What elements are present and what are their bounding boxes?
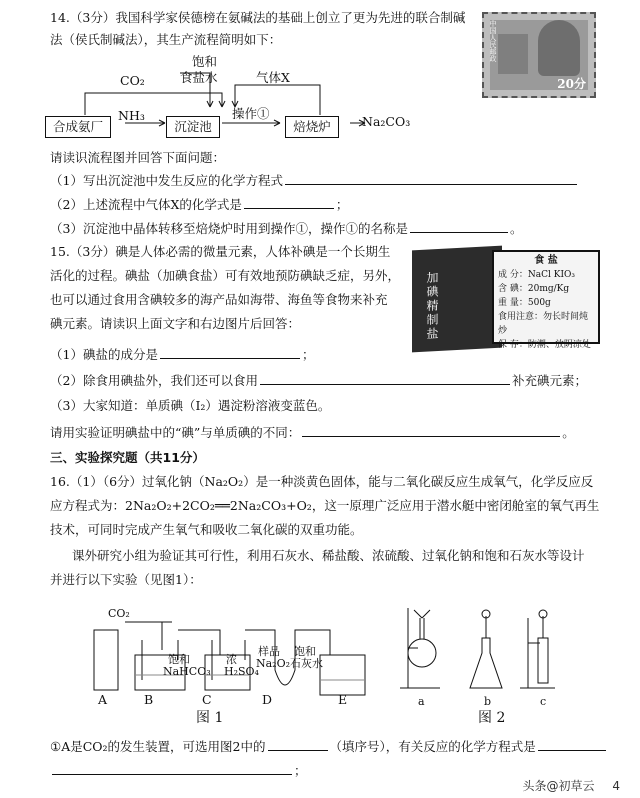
q16-line5: 并进行以下实验（见图1）： xyxy=(50,572,202,587)
salt-label-row2: 含 碘：20mg/Kg xyxy=(498,284,570,294)
flow-furnace: 焙烧炉 xyxy=(285,116,339,138)
fig1-h2so4-1: 浓 xyxy=(226,653,237,666)
flow-gas-x: 气体X xyxy=(256,70,290,85)
fig2-label-a: a xyxy=(418,695,425,708)
q14-sub3 xyxy=(50,220,522,237)
q15-sub2 xyxy=(50,372,587,389)
q16-line3: 技术，可同时完成产生氧气和吸收二氧化碳的双重功能。 xyxy=(50,522,363,537)
stamp-value: 20分 xyxy=(557,77,586,91)
salt-label xyxy=(492,250,600,350)
q14-answer1-blank[interactable] xyxy=(285,172,577,185)
salt-bag-text: 加碘精制盐 xyxy=(425,270,439,342)
q15-sub3b xyxy=(50,424,575,441)
fig1-nahco3-1: 饱和 xyxy=(168,653,190,666)
q14-sub1-text: （1）写出沉淀池中发生反应的化学方程式 xyxy=(50,173,283,188)
q15-sub3: （3）大家知道：单质碘（I₂）遇淀粉溶液变蓝色。 xyxy=(50,398,331,413)
fig1-lime-1: 饱和 xyxy=(294,645,316,658)
q14-sub3-text: （3）沉淀池中晶体转移至焙烧炉时用到操作①，操作①的名称是 xyxy=(50,221,408,236)
q14-prompt: 请读识流程图并回答下面问题： xyxy=(50,150,226,165)
q15-sub1-end: ； xyxy=(301,347,315,362)
q15-sub1-text: （1）碘盐的成分是 xyxy=(50,347,158,362)
fig1-h2so4-2: H₂SO₄ xyxy=(224,665,259,678)
fig2-label-b: b xyxy=(484,695,492,708)
q16-answer1c-blank[interactable] xyxy=(52,762,292,775)
fig1-label-e: E xyxy=(338,692,348,707)
q14-answer2-blank[interactable] xyxy=(244,196,334,209)
flow-co2: CO₂ xyxy=(120,73,145,88)
q14-sub2 xyxy=(50,196,348,213)
q15-line1: 15.（3分）碘是人体必需的微量元素，人体补碘是一个长期生 xyxy=(50,244,391,259)
q15-sub1 xyxy=(50,346,314,363)
q15-sub3-end: 。 xyxy=(562,425,575,440)
page-number: 4 xyxy=(612,779,620,793)
fig1-sample-1: 样品 xyxy=(258,645,280,658)
q16-q1 xyxy=(50,738,608,755)
salt-label-row4: 食用注意：勿长时间炖炒 xyxy=(498,312,589,336)
q15-line3: 也可以通过食用含碘较多的海产品如海带、海鱼等食物来补充 xyxy=(50,292,388,307)
salt-bag-image xyxy=(412,246,502,353)
flow-ammonia-plant: 合成氨厂 xyxy=(45,116,111,138)
fig2-label-c: c xyxy=(540,695,547,708)
q14-line2: 法（侯氏制碱法），其生产流程简明如下： xyxy=(50,32,282,47)
fig1-caption: 图 1 xyxy=(196,710,224,726)
q16-q1-end: ； xyxy=(294,763,307,778)
salt-label-row5: 保 存：防潮、放阴凉处 xyxy=(498,340,591,350)
fig1-label-b: B xyxy=(144,692,154,707)
q14-sub2-text: （2）上述流程中气体X的化学式是 xyxy=(50,197,242,212)
stamp-image xyxy=(482,12,596,98)
fig1-co2: CO₂ xyxy=(108,607,130,620)
section-title: 三、实验探究题（共11分） xyxy=(50,450,205,465)
fig2-caption: 图 2 xyxy=(478,710,506,726)
stamp-country: 中国人民邮政 xyxy=(489,20,497,62)
q14-line1: 14.（3分）我国科学家侯德榜在氨碱法的基础上创立了更为先进的联合制碱 xyxy=(50,10,466,25)
footer xyxy=(523,777,620,794)
q16-answer1a-blank[interactable] xyxy=(268,738,328,751)
q15-line4: 碘元素。请读识上面文字和右边图片后回答： xyxy=(50,316,301,331)
q15-answer1-blank[interactable] xyxy=(160,346,300,359)
q16-q1-cont xyxy=(50,762,307,779)
figure2-apparatus xyxy=(380,598,570,698)
q15-line2: 活化的过程。碘盐（加碘食盐）可有效地预防碘缺乏症，另外， xyxy=(50,268,401,283)
fig1-nahco3-2: NaHCO₃ xyxy=(163,665,211,678)
q16-line1: 16.（1）（6分）过氧化钠（Na₂O₂）是一种淡黄色固体，能与二氧化碳反应生成氧气，化学反应反 xyxy=(50,474,594,489)
fig1-label-d: D xyxy=(262,692,273,707)
fig1-lime-2: 石灰水 xyxy=(290,657,323,670)
flow-operation: 操作① xyxy=(232,106,270,121)
fig1-sample-2: Na₂O₂ xyxy=(256,657,291,670)
salt-label-row1: 成 分：NaCl KIO₃ xyxy=(498,270,575,280)
q15-sub3b-text: 请用实验证明碘盐中的“碘”与单质碘的不同： xyxy=(50,425,301,440)
q14-answer3-blank[interactable] xyxy=(410,220,508,233)
q16-answer1b-blank[interactable] xyxy=(538,738,606,751)
q14-sub1 xyxy=(50,172,579,189)
q14-sub3-end: 。 xyxy=(509,221,523,236)
watermark-text: 头条@初草云 xyxy=(522,779,595,793)
q15-sub2-end: 补充碘元素； xyxy=(511,373,587,388)
flow-nh3: NH₃ xyxy=(118,108,145,123)
q16-q1-text-a: ①A是CO₂的发生装置，可选用图2中的 xyxy=(50,739,266,754)
q15-sub2-text: （2）除食用碘盐外，我们还可以食用 xyxy=(50,373,258,388)
flow-brine-1: 饱和 xyxy=(192,54,218,69)
flow-brine-2: 食盐水 xyxy=(180,70,218,85)
fig1-label-c: C xyxy=(202,692,212,707)
salt-label-title: 食 盐 xyxy=(534,255,558,266)
fig1-label-a: A xyxy=(98,692,108,707)
flow-settling-tank: 沉淀池 xyxy=(166,116,220,138)
q16-q1-text-b: （填序号），有关反应的化学方程式是 xyxy=(329,739,536,754)
q16-line4: 课外研究小组为验证其可行性，利用石灰水、稀盐酸、浓硫酸、过氧化钠和饱和石灰水等设计 xyxy=(72,548,585,563)
salt-label-row3: 重 量：500g xyxy=(498,298,551,308)
q15-answer2-blank[interactable] xyxy=(260,372,510,385)
q16-line2: 应方程式为：2Na₂O₂+2CO₂══2Na₂CO₃+O₂，这一原理广泛应用于潜水艇中密闭舱室的氧气再生 xyxy=(50,498,600,513)
q14-sub2-end: ； xyxy=(335,197,349,212)
q15-answer3-blank[interactable] xyxy=(302,424,560,437)
flow-product: Na₂CO₃ xyxy=(362,114,411,129)
